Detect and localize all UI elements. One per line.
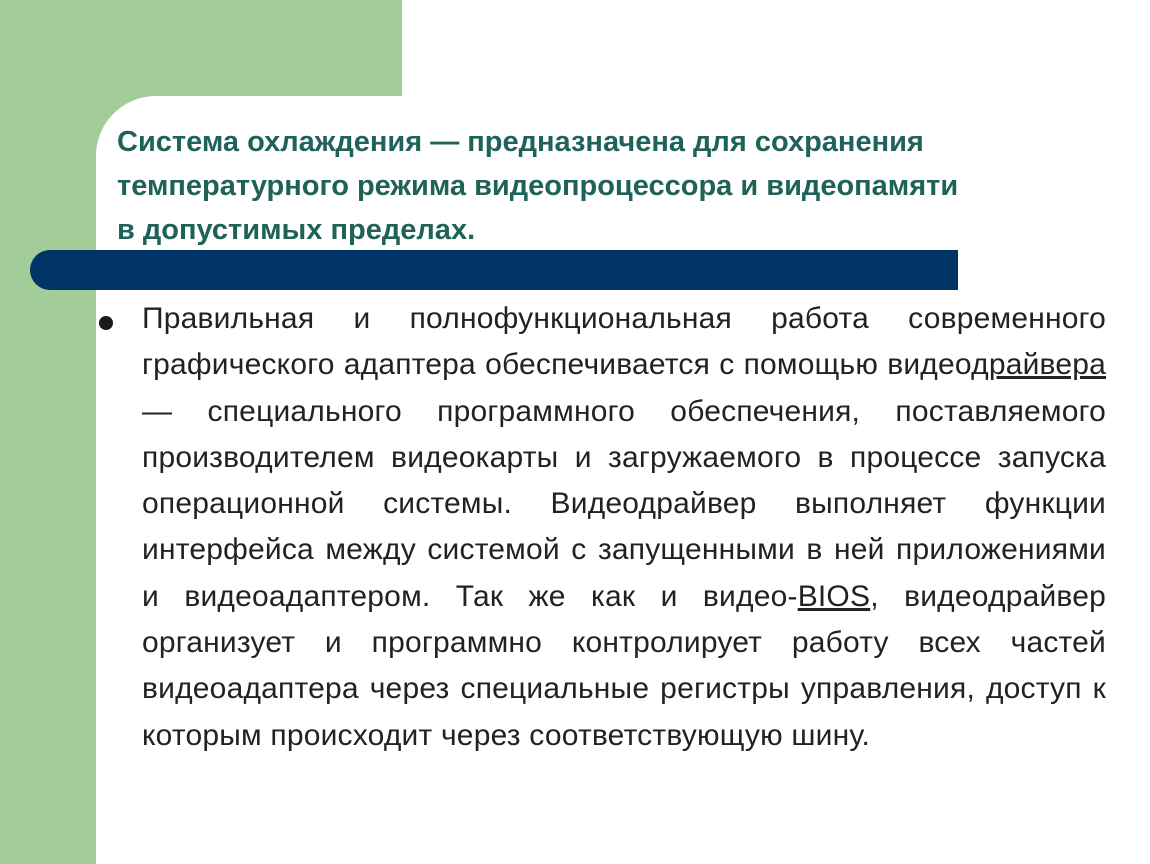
body-text-part-1: Правильная и полнофункциональная работа современного графического адаптера обеспечивается с помощью видео bbox=[142, 302, 1106, 382]
body-text-part-2: — специального программного обеспечения, поставляемого производителем видеокарты и загружаемого в процессе запуска операционной системы. Видеодрайвер выполняет функции интерфейса между системой с запущенными в ней приложениями и видеоадаптером. Так же как и видео- bbox=[142, 394, 1106, 613]
title-line-2: температурного режима видеопроцессора и видеопамяти bbox=[117, 170, 959, 202]
body-text-part-3: , видеодрайвер организует и программно контролирует работу всех частей видеоадаптера через специальные регистры управления, доступ к которым происходит через соответствующую шину. bbox=[142, 579, 1106, 752]
body-paragraph bbox=[142, 296, 1106, 759]
title-line-1: Система охлаждения — предназначена для сохранения bbox=[117, 126, 924, 158]
slide-title bbox=[117, 120, 1117, 252]
bios-link[interactable]: BIOS bbox=[797, 579, 871, 613]
title-divider-bar bbox=[30, 250, 958, 290]
bullet-icon bbox=[99, 316, 113, 330]
drivers-link[interactable]: драйвера bbox=[971, 348, 1106, 382]
title-line-3: в допустимых пределах. bbox=[117, 214, 476, 246]
